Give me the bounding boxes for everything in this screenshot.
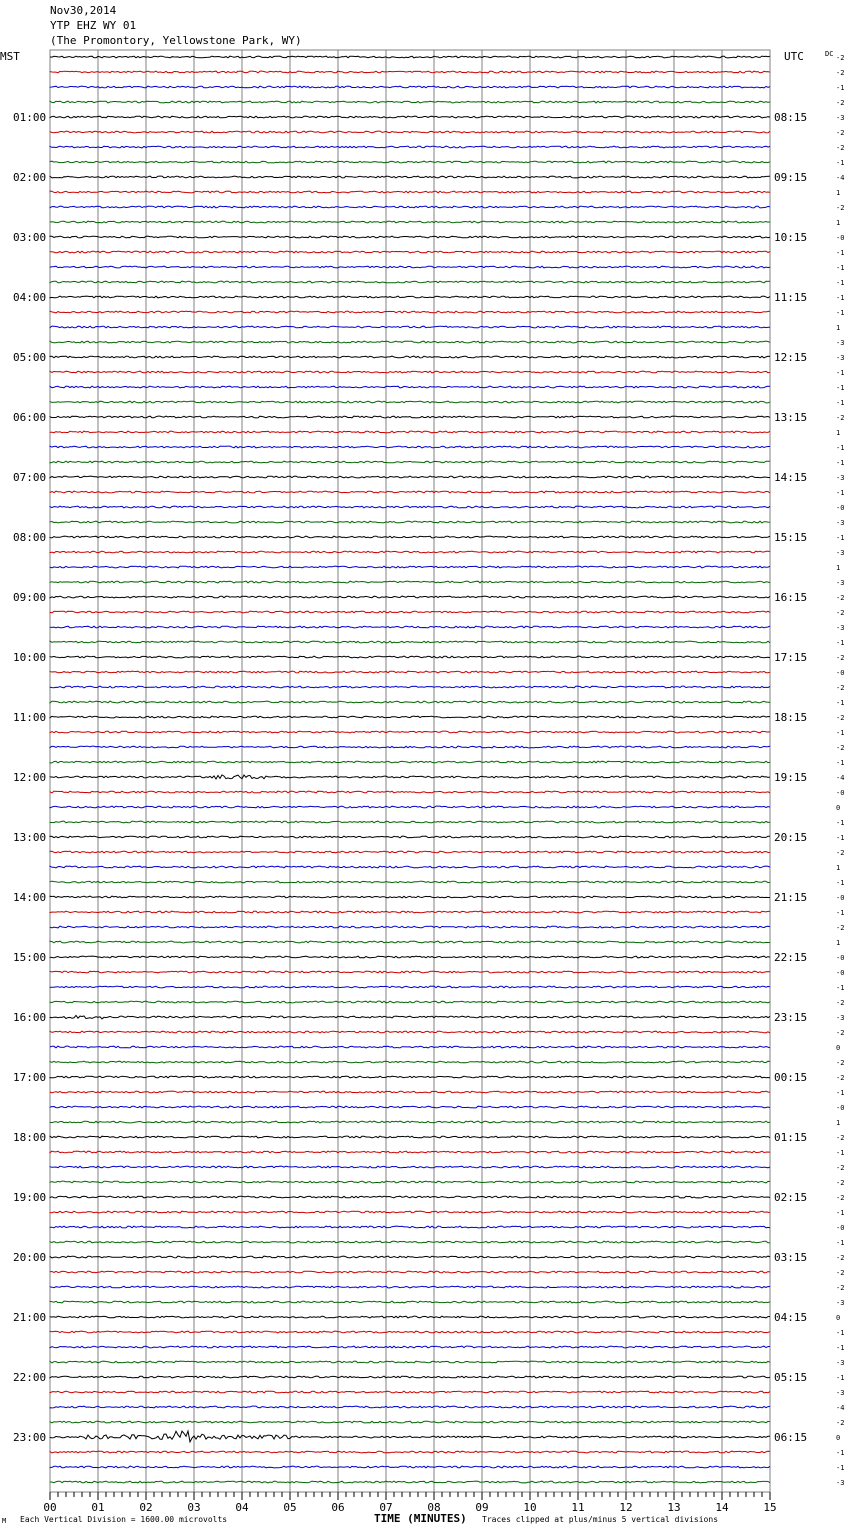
trace-line <box>50 1121 770 1123</box>
mst-hour-label: 15:00 <box>13 951 47 964</box>
dc-offset-value: -3 <box>836 549 845 557</box>
right-timezone-label: UTC <box>784 50 804 63</box>
trace-line <box>50 71 770 73</box>
mst-hour-label: 06:00 <box>13 411 47 424</box>
trace-line <box>50 836 770 838</box>
dc-offset-value: -2 <box>836 204 845 212</box>
dc-offset-value: 0 <box>836 1314 841 1322</box>
dc-offset-value: -1 <box>836 534 845 542</box>
dc-offset-value: -4 <box>836 774 845 782</box>
dc-offset-value: -1 <box>836 444 845 452</box>
clip-note: Traces clipped at plus/minus 5 vertical divisions <box>482 1515 719 1524</box>
trace-line <box>50 1301 770 1303</box>
dc-offset-value: -3 <box>836 474 845 482</box>
trace-line <box>50 761 770 763</box>
dc-offset-value: -2 <box>836 594 845 602</box>
dc-offset-value: -1 <box>836 729 845 737</box>
trace-line <box>50 1031 770 1033</box>
trace-line <box>50 296 770 298</box>
mst-hour-label: 02:00 <box>13 171 47 184</box>
trace-line <box>50 731 770 733</box>
trace-line <box>50 1406 770 1408</box>
x-tick-label: 04 <box>235 1501 249 1514</box>
utc-hour-label: 22:15 <box>774 951 808 964</box>
dc-offset-value: -2 <box>836 999 845 1007</box>
utc-hour-label: 05:15 <box>774 1371 808 1384</box>
dc-offset-value: -3 <box>836 1359 845 1367</box>
chart-location: (The Promontory, Yellowstone Park, WY) <box>50 34 302 47</box>
mst-hour-label: 03:00 <box>13 231 47 244</box>
dc-offset-value: -1 <box>836 384 845 392</box>
mst-hour-label: 10:00 <box>13 651 47 664</box>
trace-line <box>50 1226 770 1228</box>
trace-line <box>50 371 770 373</box>
dc-offset-value: -0 <box>836 894 845 902</box>
trace-line <box>50 311 770 313</box>
dc-offset-value: -0 <box>836 234 845 242</box>
dc-offset-value: -1 <box>836 279 845 287</box>
x-tick-label: 12 <box>619 1501 633 1514</box>
mst-hour-label: 08:00 <box>13 531 47 544</box>
trace-line <box>50 416 770 418</box>
trace-line <box>50 341 770 343</box>
dc-offset-value: -2 <box>836 144 845 152</box>
trace-line <box>50 686 770 688</box>
trace-line <box>50 401 770 403</box>
dc-offset-value: -2 <box>836 1059 845 1067</box>
left-timezone-label: MST <box>0 50 20 63</box>
trace-line <box>50 551 770 553</box>
utc-hour-label: 18:15 <box>774 711 808 724</box>
trace-line <box>50 1346 770 1348</box>
dc-offset-value: -1 <box>836 834 845 842</box>
dc-offset-value: -2 <box>836 924 845 932</box>
trace-line <box>50 476 770 478</box>
mst-hour-label: 05:00 <box>13 351 47 364</box>
dc-offset-value: -2 <box>836 1254 845 1262</box>
dc-offset-value: -1 <box>836 459 845 467</box>
dc-offset-value: -2 <box>836 99 845 107</box>
dc-offset-value: -0 <box>836 789 845 797</box>
trace-line <box>50 446 770 448</box>
x-tick-label: 11 <box>571 1501 585 1514</box>
utc-hour-label: 01:15 <box>774 1131 808 1144</box>
dc-offset-value: 0 <box>836 804 841 812</box>
dc-offset-value: -1 <box>836 399 845 407</box>
trace-line <box>50 116 770 118</box>
x-tick-label: 15 <box>763 1501 777 1514</box>
dc-offset-value: -1 <box>836 1449 845 1457</box>
utc-hour-label: 14:15 <box>774 471 808 484</box>
trace-line <box>50 1241 770 1243</box>
dc-offset-value: -1 <box>836 1209 845 1217</box>
dc-offset-value: -1 <box>836 489 845 497</box>
mst-hour-label: 18:00 <box>13 1131 47 1144</box>
dc-offset-value: -1 <box>836 294 845 302</box>
trace-line <box>50 806 770 808</box>
x-tick-label: 09 <box>475 1501 489 1514</box>
trace-line <box>50 431 770 433</box>
trace-line <box>50 1376 770 1378</box>
dc-offset-value: 1 <box>836 939 841 947</box>
utc-hour-label: 12:15 <box>774 351 808 364</box>
dc-offset-value: -4 <box>836 1404 845 1412</box>
x-tick-label: 01 <box>91 1501 105 1514</box>
trace-line <box>50 1151 770 1153</box>
dc-offset-value: -2 <box>836 1419 845 1427</box>
dc-offset-value: -0 <box>836 954 845 962</box>
dc-offset-value: 1 <box>836 324 841 332</box>
trace-line <box>50 86 770 88</box>
x-tick-label: 06 <box>331 1501 345 1514</box>
mst-hour-label: 12:00 <box>13 771 47 784</box>
dc-offset-value: -3 <box>836 354 845 362</box>
trace-line <box>50 1196 770 1198</box>
mst-hour-label: 14:00 <box>13 891 47 904</box>
utc-hour-label: 21:15 <box>774 891 808 904</box>
dc-offset-value: -2 <box>836 609 845 617</box>
utc-hour-label: 02:15 <box>774 1191 808 1204</box>
mst-hour-label: 19:00 <box>13 1191 47 1204</box>
utc-hour-label: 13:15 <box>774 411 808 424</box>
dc-offset-value: 1 <box>836 219 841 227</box>
dc-offset-value: -1 <box>836 639 845 647</box>
chart-station: YTP EHZ WY 01 <box>50 19 137 32</box>
trace-line <box>50 326 770 328</box>
mst-hour-label: 01:00 <box>13 111 47 124</box>
trace-line <box>50 956 770 958</box>
mst-hour-label: 21:00 <box>13 1311 47 1324</box>
dc-offset-value: -1 <box>836 369 845 377</box>
utc-hour-label: 04:15 <box>774 1311 808 1324</box>
x-tick-label: 07 <box>379 1501 393 1514</box>
dc-offset-value: 0 <box>836 1434 841 1442</box>
dc-offset-value: -2 <box>836 684 845 692</box>
trace-line <box>50 971 770 973</box>
x-axis-title: TIME (MINUTES) <box>374 1512 467 1525</box>
trace-line <box>50 701 770 703</box>
dc-offset-value: -1 <box>836 84 845 92</box>
utc-hour-label: 09:15 <box>774 171 808 184</box>
dc-offset-value: -3 <box>836 1014 845 1022</box>
mst-hour-label: 04:00 <box>13 291 47 304</box>
trace-line <box>50 1136 770 1138</box>
trace-line <box>50 1256 770 1258</box>
trace-line <box>50 386 770 388</box>
dc-offset-value: -2 <box>836 1164 845 1172</box>
x-tick-label: 14 <box>715 1501 729 1514</box>
footer-mark: M <box>2 1517 7 1525</box>
dc-offset-value: -0 <box>836 1104 845 1112</box>
dc-offset-value: -2 <box>836 414 845 422</box>
utc-hour-label: 23:15 <box>774 1011 808 1024</box>
dc-offset-value: -2 <box>836 1194 845 1202</box>
trace-line <box>50 521 770 523</box>
trace-line <box>50 1166 770 1168</box>
trace-line <box>50 1046 770 1048</box>
dc-offset-value: -2 <box>836 744 845 752</box>
dc-offset-value: -0 <box>836 1224 845 1232</box>
dc-offset-value: -2 <box>836 1179 845 1187</box>
trace-line <box>50 1015 770 1019</box>
trace-line <box>50 146 770 148</box>
mst-hour-label: 16:00 <box>13 1011 47 1024</box>
dc-offset-value: -2 <box>836 1074 845 1082</box>
utc-hour-label: 19:15 <box>774 771 808 784</box>
utc-hour-label: 17:15 <box>774 651 808 664</box>
trace-line <box>50 746 770 748</box>
utc-hour-label: 08:15 <box>774 111 808 124</box>
trace-line <box>50 1331 770 1333</box>
dc-offset-value: 1 <box>836 429 841 437</box>
dc-offset-value: -2 <box>836 54 845 62</box>
trace-line <box>50 356 770 358</box>
trace-line <box>50 1361 770 1363</box>
trace-line <box>50 266 770 268</box>
dc-offset-value: -2 <box>836 69 845 77</box>
dc-offset-value: -1 <box>836 909 845 917</box>
mst-hour-label: 20:00 <box>13 1251 47 1264</box>
utc-hour-label: 15:15 <box>774 531 808 544</box>
vertical-scale-note: Each Vertical Division = 1600.00 microvolts <box>20 1515 228 1524</box>
trace-line <box>50 1421 770 1423</box>
utc-hour-label: 20:15 <box>774 831 808 844</box>
trace-line <box>50 1211 770 1213</box>
mst-hour-label: 17:00 <box>13 1071 47 1084</box>
dc-offset-value: -0 <box>836 669 845 677</box>
utc-hour-label: 11:15 <box>774 291 808 304</box>
x-tick-label: 03 <box>187 1501 201 1514</box>
dc-offset-value: -1 <box>836 1239 845 1247</box>
dc-offset-value: -3 <box>836 1299 845 1307</box>
dc-offset-value: -3 <box>836 1479 845 1487</box>
x-tick-label: 10 <box>523 1501 537 1514</box>
dc-offset-value: -1 <box>836 879 845 887</box>
trace-line <box>50 281 770 283</box>
trace-line <box>50 101 770 103</box>
dc-offset-value: -2 <box>836 1269 845 1277</box>
dc-offset-value: -3 <box>836 1389 845 1397</box>
trace-line <box>50 1271 770 1273</box>
dc-offset-value: 0 <box>836 1044 841 1052</box>
chart-date: Nov30,2014 <box>50 4 117 17</box>
dc-offset-value: -1 <box>836 309 845 317</box>
dc-offset-value: -2 <box>836 849 845 857</box>
mst-hour-label: 23:00 <box>13 1431 47 1444</box>
trace-line <box>50 896 770 898</box>
trace-line <box>50 461 770 463</box>
trace-line <box>50 881 770 883</box>
trace-line <box>50 206 770 208</box>
trace-line <box>50 131 770 133</box>
dc-offset-value: -1 <box>836 1344 845 1352</box>
trace-line <box>50 1091 770 1093</box>
trace-line <box>50 821 770 823</box>
x-tick-label: 02 <box>139 1501 153 1514</box>
trace-line <box>50 56 770 58</box>
dc-offset-value: 1 <box>836 564 841 572</box>
trace-line <box>50 221 770 223</box>
x-tick-label: 00 <box>43 1501 57 1514</box>
trace-line <box>50 1466 770 1468</box>
trace-line <box>50 626 770 628</box>
dc-offset-value: 1 <box>836 189 841 197</box>
dc-offset-value: -1 <box>836 264 845 272</box>
trace-line <box>50 656 770 658</box>
dc-offset-value: 1 <box>836 1119 841 1127</box>
dc-offset-value: -3 <box>836 519 845 527</box>
dc-offset-value: -0 <box>836 504 845 512</box>
mst-hour-label: 13:00 <box>13 831 47 844</box>
dc-offset-value: -2 <box>836 714 845 722</box>
dc-offset-value: -3 <box>836 624 845 632</box>
trace-line <box>50 1181 770 1183</box>
dc-offset-value: -2 <box>836 1284 845 1292</box>
trace-line <box>50 1106 770 1108</box>
trace-line <box>50 866 770 868</box>
dc-offset-value: 1 <box>836 864 841 872</box>
trace-line <box>50 791 770 793</box>
dc-offset-value: -1 <box>836 1374 845 1382</box>
trace-line <box>50 611 770 613</box>
x-tick-label: 08 <box>427 1501 441 1514</box>
dc-offset-value: -1 <box>836 159 845 167</box>
dc-offset-value: -1 <box>836 819 845 827</box>
trace-line <box>50 251 770 253</box>
utc-hour-label: 10:15 <box>774 231 808 244</box>
trace-line <box>50 1431 770 1442</box>
trace-line <box>50 1316 770 1318</box>
trace-line <box>50 506 770 508</box>
dc-offset-value: -1 <box>836 759 845 767</box>
dc-offset-value: -1 <box>836 699 845 707</box>
trace-line <box>50 581 770 583</box>
trace-line <box>50 1391 770 1393</box>
trace-line <box>50 1481 770 1483</box>
dc-offset-value: -4 <box>836 174 845 182</box>
dc-offset-value: -1 <box>836 1089 845 1097</box>
dc-offset-value: -3 <box>836 579 845 587</box>
dc-offset-value: -3 <box>836 114 845 122</box>
trace-line <box>50 1451 770 1453</box>
dc-offset-value: -2 <box>836 1029 845 1037</box>
utc-hour-label: 06:15 <box>774 1431 808 1444</box>
trace-line <box>50 1286 770 1288</box>
dc-offset-value: -3 <box>836 339 845 347</box>
trace-line <box>50 161 770 163</box>
trace-line <box>50 1076 770 1078</box>
dc-offset-value: -1 <box>836 984 845 992</box>
mst-hour-label: 09:00 <box>13 591 47 604</box>
trace-line <box>50 941 770 943</box>
trace-line <box>50 716 770 718</box>
dc-offset-value: -2 <box>836 1134 845 1142</box>
dc-offset-header: DC <box>825 50 834 58</box>
trace-line <box>50 671 770 673</box>
trace-line <box>50 775 770 779</box>
x-tick-label: 05 <box>283 1501 297 1514</box>
trace-line <box>50 491 770 493</box>
dc-offset-value: -2 <box>836 129 845 137</box>
x-tick-label: 13 <box>667 1501 681 1514</box>
utc-hour-label: 03:15 <box>774 1251 808 1264</box>
dc-offset-value: -1 <box>836 1329 845 1337</box>
trace-line <box>50 1061 770 1063</box>
trace-line <box>50 641 770 643</box>
trace-line <box>50 536 770 538</box>
utc-hour-label: 16:15 <box>774 591 808 604</box>
dc-offset-value: -1 <box>836 1149 845 1157</box>
mst-hour-label: 11:00 <box>13 711 47 724</box>
trace-line <box>50 596 770 598</box>
trace-line <box>50 1001 770 1003</box>
trace-line <box>50 986 770 988</box>
utc-hour-label: 00:15 <box>774 1071 808 1084</box>
dc-offset-value: -1 <box>836 1464 845 1472</box>
mst-hour-label: 07:00 <box>13 471 47 484</box>
trace-line <box>50 176 770 178</box>
trace-line <box>50 911 770 913</box>
dc-offset-value: -1 <box>836 249 845 257</box>
trace-line <box>50 851 770 853</box>
mst-hour-label: 22:00 <box>13 1371 47 1384</box>
dc-offset-value: -0 <box>836 969 845 977</box>
dc-offset-value: -2 <box>836 654 845 662</box>
trace-line <box>50 236 770 238</box>
trace-line <box>50 926 770 928</box>
trace-line <box>50 191 770 193</box>
trace-line <box>50 566 770 568</box>
